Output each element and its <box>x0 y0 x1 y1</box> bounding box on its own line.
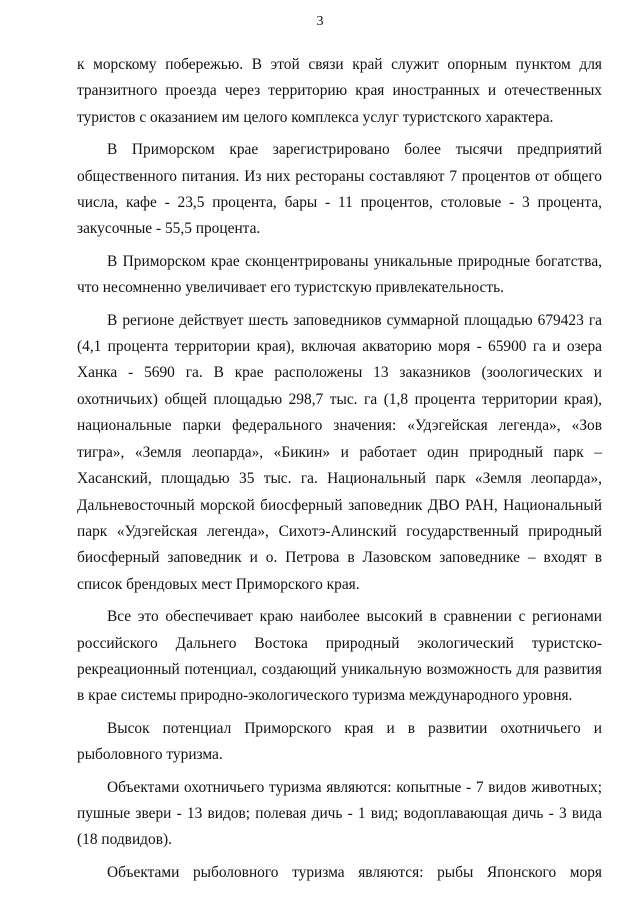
paragraph: В регионе действует шесть заповедников суммарной площадью 679423 га (4,1 процента территории края), включая акваторию моря - 65900 га и озера Ханка - 5690 га. В крае расположены 13 заказников (зоологических и охотничьих) общей площадью 298,7 тыс. га (1,8 процента территории края), национальные парки федерального значения: «Удэгейская легенда», «Зов тигра», «Земля леопарда», «Бикин» и работает один природный парк – Хасанский, площадью 35 тыс. га. Национальный парк «Земля леопарда», Дальневосточный морской биосферный заповедник ДВО РАН, Национальный парк «Удэгейская легенда», Сихотэ-Алинский государственный природный биосферный заповедник и о. Петрова в Лазовском заповеднике – входят в список брендовых мест Приморского края. <box>77 311 602 593</box>
paragraph: Объектами охотничьего туризма являются: копытные - 7 видов животных; пушные звери - 13 видов; полевая дичь - 1 вид; водоплавающая дичь - 3 вида (18 подвидов). <box>77 778 602 849</box>
paragraph: Все это обеспечивает краю наиболее высокий в сравнении с регионами российского Дальнего Востока природный экологический туристско-рекреационный потенциал, создающий уникальную возможность для развития в крае системы природно-экологического туризма международного уровня. <box>77 608 602 705</box>
page-number: 3 <box>316 14 324 29</box>
paragraph: В Приморском крае зарегистрировано более тысячи предприятий общественного питания. Из них рестораны составляют 7 процентов от общего числа, кафе - 23,5 процента, бары - 11 процентов, столовые - 3 процента, закусочные - 55,5 процента. <box>77 141 602 238</box>
paragraph: к морскому побережью. В этой связи край служит опорным пунктом для транзитного проезда через территорию края иностранных и отечественных туристов с оказанием им целого комплекса услуг туристского характера. <box>77 56 602 126</box>
body-text <box>77 52 602 892</box>
paragraph: В Приморском крае сконцентрированы уникальные природные богатства, что несомненно увеличивает его туристскую привлекательность. <box>77 252 602 297</box>
paragraph: Высок потенциал Приморского края и в развитии охотничьего и рыболовного туризма. <box>77 719 602 764</box>
paragraph: Объектами рыболовного туризма являются: рыбы Японского моря <box>107 863 602 881</box>
